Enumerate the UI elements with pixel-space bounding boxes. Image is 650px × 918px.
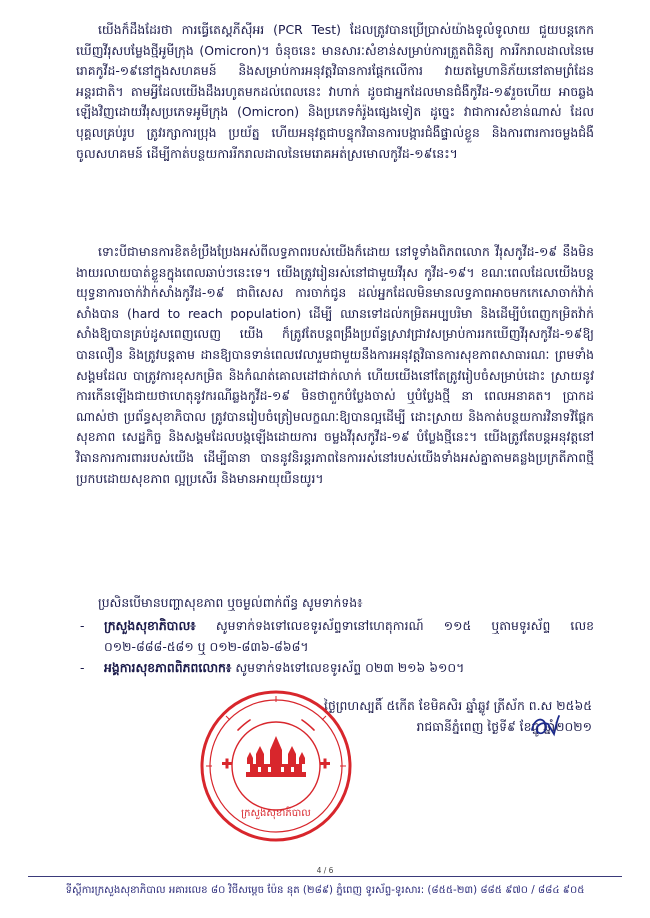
contact-item-who: [78, 658, 594, 679]
contact-text-who: សូមទាក់ទងទៅលេខទូរស័ព្ទ ០២៣ ២១៦ ៦១០។: [235, 660, 465, 675]
solar-date: រាជធានីភ្នំពេញ ថ្ងៃទី៩ ខែធ្នូ ឆ្នាំ២០២១: [416, 719, 592, 734]
body-paragraph-2: ទោះបីជាមានការខិតខំប្រឹងប្រែងអស់ពីលទ្ធភាពរបស់យើងក៏ដោយ នៅទូទាំងពិភពលោក វីរុសកូវីដ-១៩ នឹងមិនងាយរលាយបាត់ខ្លួនក្នុងពេលឆាប់ៗនេះទេ។ យើងត្រូវរៀនរស់នៅជាមួយវីរុស កូវីដ-១៩។ ខណៈពេលដែលយើងបន្តយុទ្ធនាការចាក់វ៉ាក់សាំងកូវីដ-១៩ ជាពិសេស ការចាក់ជូន ដល់អ្នកដែលមិនមានលទ្ធភាពអាចមកកេសោចាក់វ៉ាក់សាំងបាន (hard to reach population) ដើម្បី ឈានទៅដល់កម្រិតអប្បបរិមា និងដើម្បីបំពេញកម្រិតវ៉ាក់សាំងឱ្យបានគ្រប់ដូសពេញលេញ យើង ក៏ត្រូវតែបន្តពង្រឹងប្រព័ន្ធស្រាវជ្រាវសម្រាប់ការរកឃើញវីរុសកូវីដ-១៩ឱ្យបានលឿន និងត្រូវបន្តតាម ដានឱ្យបានទាន់ពេលវេលារួមជាមួយនឹងការអនុវត្តវិធានការសុខភាពសាធារណៈ ព្រមទាំងសង្គមដែល បាត្រូវការខុសកម្រិត និងកំណត់គោលដៅជាក់លាក់ ហើយយើងនៅតែត្រូវរៀបចំសម្រាប់ដោះ ស្រាយនូវការកើនឡើងជាយថាហេតុនូវករណីឆ្លងកូវីដ-១៩ មិនថាពួកបំប្លែងចាស់ ឬបំប្លែងថ្មី នា ពេលអនាគត។ ប្រាកដណាស់ថា ប្រព័ន្ធសុខាភិបាល ត្រូវបានរៀបចំត្រៀមលក្ខណៈឱ្យបានល្អដើម្បី ដោះស្រាយ និងកាត់បន្ថយការវិនាទវិផ្តែកសុខភាព សេដ្ឋកិច្ច និងសង្គមដែលបង្កឡើងដោយការ ចម្លងវីរុសកូវីដ-១៩ បំប្លែងថ្មីនេះ។ យើងត្រូវតែបន្តអនុវត្តនៅវិធានការការពាររបស់យើង ដើម្បីធានា បាននូវនិរន្តរភាពនៃការរស់នៅរបស់យើងទាំងអស់គ្នាតាមគន្លងប្រក្រតីភាពថ្មី ប្រកបដោយសុខភាព ល្អប្រសើរ និងមានអាយុយឺនយូរ។: [76, 244, 594, 486]
footer-address: ទីស្តីការក្រសួងសុខាភិបាល អគារលេខ ៨០ វិថីសម្តេច ប៉ែន នុត (២៨៩) ភ្នំពេញ ទូរស័ព្ទ-ទូរសារ: (៨៥៥-២៣) ៨៨៥ ៩៧០ / ៨៨៤ ៩០៥: [65, 885, 585, 896]
seal-caption: ក្រសួងសុខាភិបាល: [241, 808, 311, 819]
signature: [528, 712, 562, 742]
contact-text-ministry: សូមទាក់ទងទៅលេខទូរស័ព្ទទានៅហេតុការណ៍ ១១៥ ឬតាមទូរស័ព្ទ លេខ ០១២-៨៨៨-៥៨១ ឬ ០១២-៨៣៦-៨៦៨។: [104, 618, 594, 654]
contact-intro: ប្រសិនបើមានបញ្ហាសុខភាព ឬចម្ងល់ពាក់ព័ន្ធ សូមទាក់ទង៖: [98, 595, 363, 610]
bullet-dash: -: [80, 618, 85, 633]
contact-label-who: អង្គការសុខភាពពិភពលោក៖: [104, 660, 232, 675]
page-number: 4 / 6: [316, 866, 334, 875]
contact-label-ministry: ក្រសួងសុខាភិបាល៖: [104, 618, 196, 633]
lunar-date: ថ្ងៃព្រហស្បតិ៍ ៥កើត ខែមិគសិរ ឆ្នាំឆ្លូវ ត្រីស័ក ព.ស ២៥៦៥: [324, 698, 592, 713]
contact-item-ministry: [78, 616, 594, 657]
footer-divider: [28, 876, 622, 877]
body-paragraph-1: យើងក៏ដឹងដែរថា ការធ្វើតេស្តភីស៊ីអរ (PCR Test) ដែលត្រូវបានប្រើប្រាស់យ៉ាងទូលំទូលាយ ជួយបន្តកេកឃើញវីរុសបម្លែងថ្មីអូមីក្រុង (Omicron)។ ចំនុចនេះ មានសារៈសំខាន់សម្រាប់ការត្រួតពិនិត្យ ការរីករាលដាលនៃមេរោគកូវីដ-១៩នៅក្នុងសហគមន៍ និងសម្រាប់ការអនុវត្តវិធានការផ្តែកលើការ វាយតម្លៃហានិភ័យនៅតាមព្រំដែនអន្តរជាតិ។ តាមអ្វីដែលយើងដឹងរហូតមកដល់ពេលនេះ វាហាក់ ដូចជាអ្នកដែលមានជំងឺកូវីដ-១៩រួចហើយ អាចឆ្លងឡើងវិញដោយវីរុសប្រភេទអូមីក្រុង (Omicron) និងប្រភេទកំរ៉ូងផ្សេងទៀត ដូច្នេះ វាជាការសំខាន់ណាស់ ដែលបុគ្គលគ្រប់រូប ត្រូវរក្សាការប្រុង ប្រយ័ត្ន ហើយអនុវត្តជាបន្ទុកវិធានការបង្ការជំងឺផ្ទាល់ខ្លួន និងការពារការចម្លងជំងឺចូលសហគមន៍ ដើម្បីកាត់បន្ថយការរីករាលដាលនៃមេរោគអត់ស្រមោលកូវីដ-១៩នេះ។: [76, 22, 594, 161]
bullet-dash: -: [80, 660, 85, 675]
ministry-seal: [198, 688, 354, 844]
